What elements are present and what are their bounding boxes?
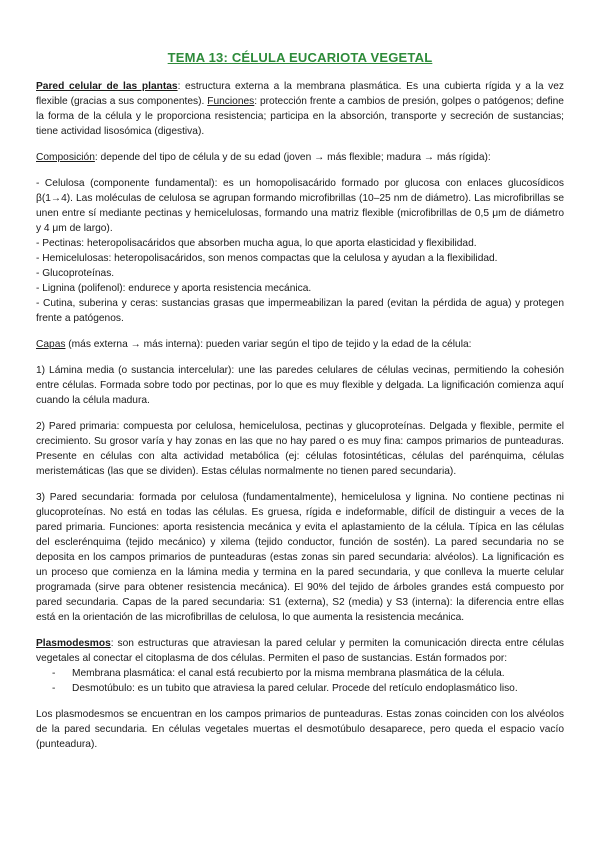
list-item: - Celulosa (componente fundamental): es un homopolisacárido formado por glucosa con enlaces glucosídicos β(1→4). Las moléculas de celulosa se agrupan formando microfibrillas (10–25 nm de diámetro). Las microfibrillas se unen entre sí mediante pectinas y hemicelulosas, formando una matriz flexible (microfibrillas de 0,5 μm de diámetro y 4 μm de largo). — [36, 178, 564, 234]
list-item: - Glucoproteínas. — [36, 268, 115, 279]
list-item: - Lignina (polifenol): endurece y aporta resistencia mecánica. — [36, 283, 312, 294]
list-item: - Hemicelulosas: heteropolisacáridos, son menos compactas que la celulosa y ayudan a la flexibilidad. — [36, 253, 498, 264]
paragraph-composicion-intro — [36, 150, 564, 165]
composicion-label: Composición — [36, 152, 95, 163]
paragraph-lamina-media: 1) Lámina media (o sustancia intercelular): une las paredes celulares de células vecinas, permitiendo la cohesión entre células. Formada sobre todo por pectinas, por lo que es muy flexible y delgada. La lignificación comienza aquí cuando la célula madura. — [36, 365, 564, 406]
pared-text-1: : estructura externa a la membrana plasmática. Es una cubierta rígida y a la vez flexible (gracias a sus componentes). — [36, 81, 565, 107]
page-title: TEMA 13: CÉLULA EUCARIOTA VEGETAL — [167, 50, 433, 65]
capas-label: Capas — [36, 339, 66, 350]
composicion-text: : depende del tipo de célula y de su edad (joven → más flexible; madura → más rígida): — [94, 152, 491, 163]
heading-pared-celular: Pared celular de las plantas — [36, 81, 178, 92]
paragraph-plasmodesmos-closing: Los plasmodesmos se encuentran en los campos primarios de punteaduras. Estas zonas coinciden con los alvéolos de la pared secundaria. En células vegetales muertas el desmotúbulo desaparece, pero queda el espacio vacío (punteadura). — [36, 709, 564, 750]
list-item: - Desmotúbulo: es un tubito que atraviesa la pared celular. Procede del retículo endoplasmático liso. — [36, 681, 564, 696]
paragraph-pared-celular — [36, 79, 564, 139]
funciones-label: Funciones — [207, 96, 255, 107]
paragraph-plasmodesmos — [36, 636, 564, 666]
capas-text: (más externa → más interna): pueden variar según el tipo de tejido y la edad de la célula: — [65, 339, 472, 350]
paragraph-pared-secundaria: 3) Pared secundaria: formada por celulosa (fundamentalmente), hemicelulosa y lignina. No contiene pectinas ni glucoproteínas. No está en todas las células. Es gruesa, rígida e indeformable, difícil de distinguir a veces de la pared primaria. Funciones: aporta resistencia mecánica y evita el aplastamiento de la célula. Típica en las células del esclerénquima (tejido mecánico) y xilema (tejido conductor, función de sostén). La pared secundaria no se deposita en los campos primarios de punteaduras (estas zonas sin pared secundaria: alvéolos). La lignificación es un proceso que comienza en la lámina media y termina en la pared secundaria, y que conlleva la muerte celular programada (sirve para obtener resistencia mecánica). El 90% del tejido de árboles grandes está compuesto por pared secundaria. Capas de la pared secundaria: S1 (externa), S2 (media) y S3 (interna): la diferencia entre ellas está en la orientación de las microfibrillas de celulosa, lo que aumenta la resistencia mecánica. — [36, 492, 564, 623]
paragraph-capas-intro — [36, 337, 564, 352]
list-item: - Pectinas: heteropolisacáridos que absorben mucha agua, lo que aporta elasticidad y flexibilidad. — [36, 238, 477, 249]
paragraph-pared-primaria: 2) Pared primaria: compuesta por celulosa, hemicelulosa, pectinas y glucoproteínas. Delgada y flexible, permite el crecimiento. Su grosor varía y hay zonas en las que no hay pared o es muy fina: campos primarios de punteaduras. Presente en células con alta actividad metabólica (ej: células fotosintéticas, células del parénquima, células meristemáticas (las que se dividen). Estas células normalmente no tienen pared secundaria). — [36, 421, 564, 477]
composicion-list — [36, 176, 564, 326]
list-item: - Cutina, suberina y ceras: sustancias grasas que impermeabilizan la pared (evitan la pérdida de agua) y protegen frente a patógenos. — [36, 298, 564, 324]
heading-plasmodesmos: Plasmodesmos — [36, 638, 111, 649]
list-item: - Membrana plasmática: el canal está recubierto por la misma membrana plasmática de la célula. — [36, 666, 564, 681]
plasmodesmos-text: : son estructuras que atraviesan la pared celular y permiten la comunicación directa entre células vegetales al conectar el citoplasma de dos células. Permiten el paso de sustancias. Están formados por: — [36, 638, 564, 664]
plasmodesmos-list — [36, 666, 564, 696]
document-page — [36, 50, 564, 763]
pared-text-2: : protección frente a cambios de presión, golpes o patógenos; define la forma de la célula y le proporciona resistencia; participa en la absorción, transporte y secreción de sustancias; tiene actividad lisosómica (digestiva). — [36, 96, 564, 137]
